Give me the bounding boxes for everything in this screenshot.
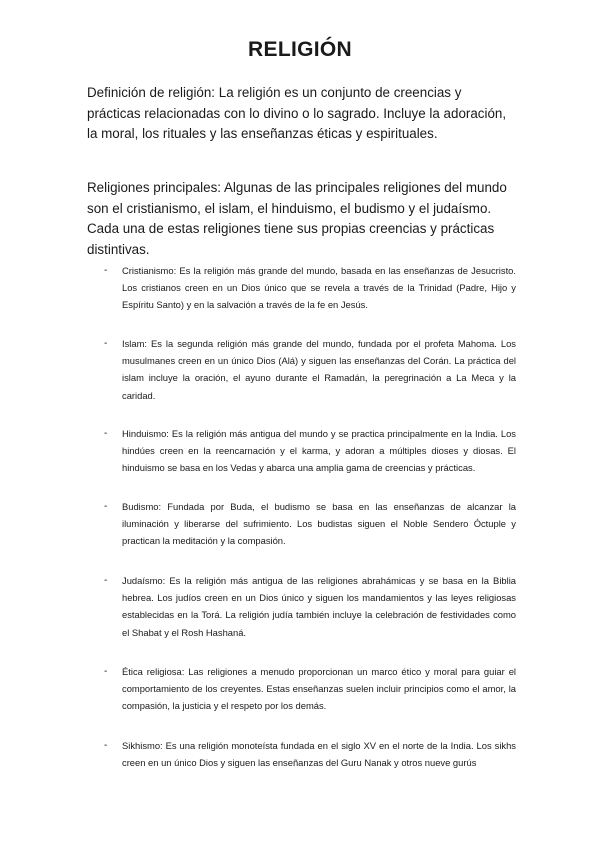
list-item-text: Islam: Es la segunda religión más grande del mundo, fundada por el profeta Mahoma. Los musulmanes creen en un único Dios (Alá) y siguen las enseñanzas del Corán. La práctica del islam incluye la oración, el ayuno durante el Ramadán, la peregrinación a La Meca y la caridad. — [122, 338, 516, 401]
bullet-dash: - — [104, 740, 108, 751]
list-item-text: Ética religiosa: Las religiones a menudo proporcionan un marco ético y moral para guiar el comportamiento de los creyentes. Estas enseñanzas suelen incluir principios como el amor, la compasión, la justicia y el respeto por los demás. — [122, 666, 516, 712]
definition-paragraph: Definición de religión: La religión es un conjunto de creencias y prácticas relacionadas con lo divino o lo sagrado. Incluye la adoración, la moral, los rituales y las enseñanzas éticas y espirituales. — [87, 85, 507, 141]
document-title: RELIGIÓN — [248, 38, 352, 61]
list-item-text: Hinduismo: Es la religión más antigua del mundo y se practica principalmente en la India. Los hindúes creen en la reencarnación y el karma, y adoran a múltiples dioses y diosas. El hinduismo se basa en los Vedas y abarca una amplia gama de creencias y prácticas. — [122, 428, 516, 474]
bullet-dash: - — [104, 428, 108, 439]
list-item-text: Judaísmo: Es la religión más antigua de las religiones abrahámicas y se basa en la Biblia hebrea. Los judíos creen en un Dios único y siguen los mandamientos y las leyes religiosas establecidas en la Torá. La religión judía también incluye la celebración de festividades como el Shabat y el Rosh Hashaná. — [122, 575, 516, 638]
bullet-dash: - — [104, 265, 108, 276]
bullet-dash: - — [104, 575, 108, 586]
list-item-text: Cristianismo: Es la religión más grande del mundo, basada en las enseñanzas de Jesucristo. Los cristianos creen en un Dios único que se revela a través de la Trinidad (Padre, Hijo y Espíritu Santo) y en la salvación a través de la fe en Jesús. — [122, 265, 516, 311]
bullet-dash: - — [104, 501, 108, 512]
bullet-dash: - — [104, 666, 108, 677]
main-religions-paragraph: Religiones principales: Algunas de las principales religiones del mundo son el cristianismo, el islam, el hinduismo, el budismo y el judaísmo. Cada una de estas religiones tiene sus propias creencias y prácticas distintivas. — [87, 180, 507, 257]
list-item-text: Budismo: Fundada por Buda, el budismo se basa en las enseñanzas de alcanzar la iluminación y liberarse del sufrimiento. Los budistas siguen el Noble Sendero Óctuple y practican la meditación y la compasión. — [122, 501, 516, 547]
list-item-text: Sikhismo: Es una religión monoteísta fundada en el siglo XV en el norte de la India. Los sikhs creen en un único Dios y siguen las enseñanzas del Guru Nanak y otros nueve gurús — [122, 740, 516, 769]
bullet-dash: - — [104, 338, 108, 349]
